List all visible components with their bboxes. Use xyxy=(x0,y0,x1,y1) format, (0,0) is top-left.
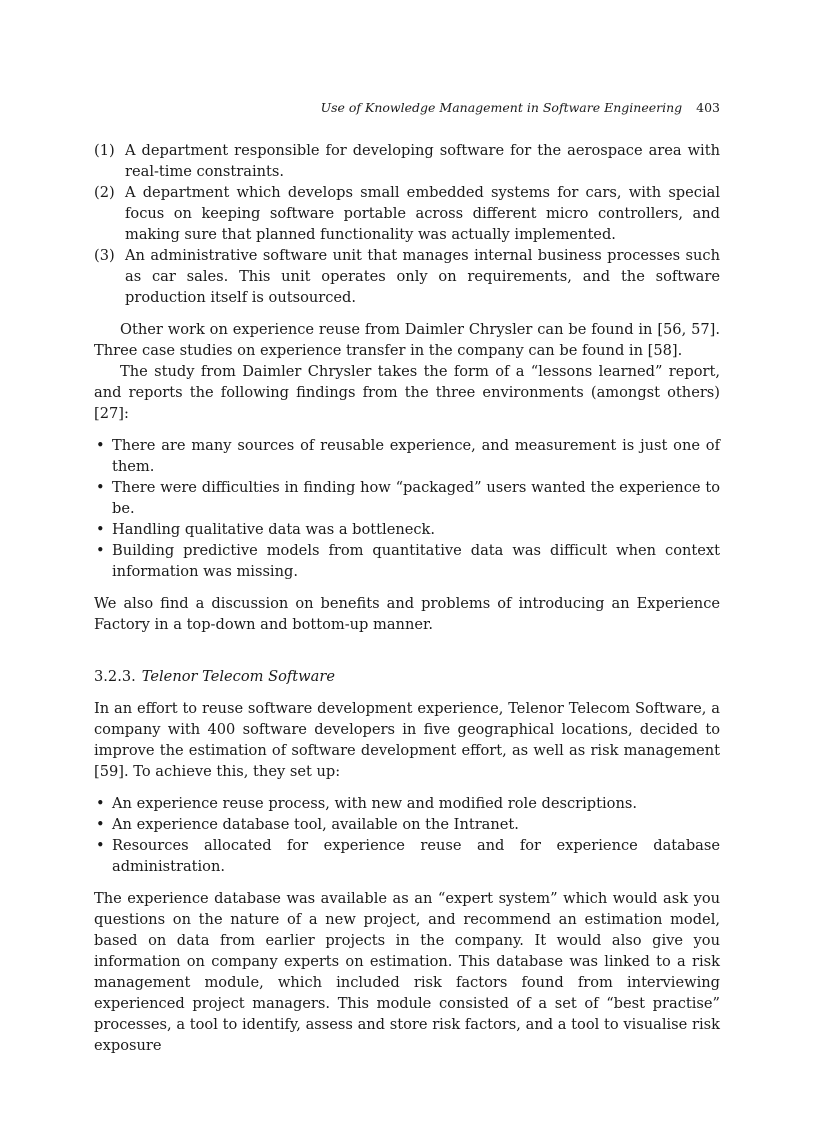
department-list xyxy=(94,140,720,308)
list-item xyxy=(94,182,720,245)
findings-list xyxy=(94,435,720,582)
item-text: There were difficulties in finding how “packaged” users wanted the experience to be. xyxy=(112,479,720,517)
list-item xyxy=(94,245,720,308)
list-item xyxy=(94,477,720,519)
item-text: Building predictive models from quantitative data was difficult when context information was missing. xyxy=(112,542,720,580)
page-number: 403 xyxy=(696,100,720,115)
paragraph-telenor: In an effort to reuse software development experience, Telenor Telecom Software, a company with 400 software developers in five geographical locations, decided to improve the estimation of software development effort, as well as risk management [59]. To achieve this, they set up: xyxy=(94,700,720,780)
item-text: An experience reuse process, with new and modified role descriptions. xyxy=(112,795,637,812)
running-title: Use of Knowledge Management in Software Engineering xyxy=(320,100,683,115)
item-number: (3) xyxy=(94,247,115,264)
item-text: An experience database tool, available on the Intranet. xyxy=(112,816,519,833)
paragraph-discussion: We also find a discussion on benefits and problems of introducing an Experience Factory in a top-down and bottom-up manner. xyxy=(94,595,720,633)
list-item xyxy=(94,835,720,877)
item-text: A department responsible for developing software for the aerospace area with real-time constraints. xyxy=(125,142,720,180)
list-item xyxy=(94,435,720,477)
item-text: A department which develops small embedded systems for cars, with special focus on keeping software portable across different micro controllers, and making sure that planned functionality was actually implemented. xyxy=(125,184,720,243)
main-text xyxy=(94,140,720,1056)
bullet-icon: • xyxy=(96,437,105,454)
list-item xyxy=(94,814,720,835)
list-item xyxy=(94,140,720,182)
section-number: 3.2.3. xyxy=(94,668,136,685)
section-heading xyxy=(94,666,720,687)
list-item xyxy=(94,793,720,814)
setup-list xyxy=(94,793,720,877)
item-number: (1) xyxy=(94,142,115,159)
bullet-icon: • xyxy=(96,816,105,833)
bullet-icon: • xyxy=(96,479,105,496)
bullet-icon: • xyxy=(96,795,105,812)
bullet-icon: • xyxy=(96,837,105,854)
item-number: (2) xyxy=(94,184,115,201)
bullet-icon: • xyxy=(96,521,105,538)
item-text: Handling qualitative data was a bottleneck. xyxy=(112,521,436,538)
section-title: Telenor Telecom Software xyxy=(141,668,335,685)
paragraph-database: The experience database was available as an “expert system” which would ask you questions on the nature of a new project, and recommend an estimation model, based on data from earlier projects in the company. It would also give you information on company experts on estimation. This database was linked to a risk management module, which included risk factors found from interviewing experienced project managers. This module consisted of a set of “best practise” processes, a tool to identify, assess and store risk factors, and a tool to visualise risk exposure xyxy=(94,890,720,1054)
bullet-icon: • xyxy=(96,542,105,559)
item-text: An administrative software unit that manages internal business processes such as car sales. This unit operates only on requirements, and the software production itself is outsourced. xyxy=(125,247,720,306)
list-item xyxy=(94,519,720,540)
paragraph-study: The study from Daimler Chrysler takes the form of a “lessons learned” report, and reports the following findings from the three environments (amongst others) [27]: xyxy=(94,363,720,422)
list-item xyxy=(94,540,720,582)
paragraph-other-work: Other work on experience reuse from Daimler Chrysler can be found in [56, 57]. Three case studies on experience transfer in the company can be found in [58]. xyxy=(94,321,720,359)
item-text: There are many sources of reusable experience, and measurement is just one of them. xyxy=(112,437,720,475)
running-header xyxy=(321,100,720,115)
item-text: Resources allocated for experience reuse and for experience database administration. xyxy=(112,837,720,875)
